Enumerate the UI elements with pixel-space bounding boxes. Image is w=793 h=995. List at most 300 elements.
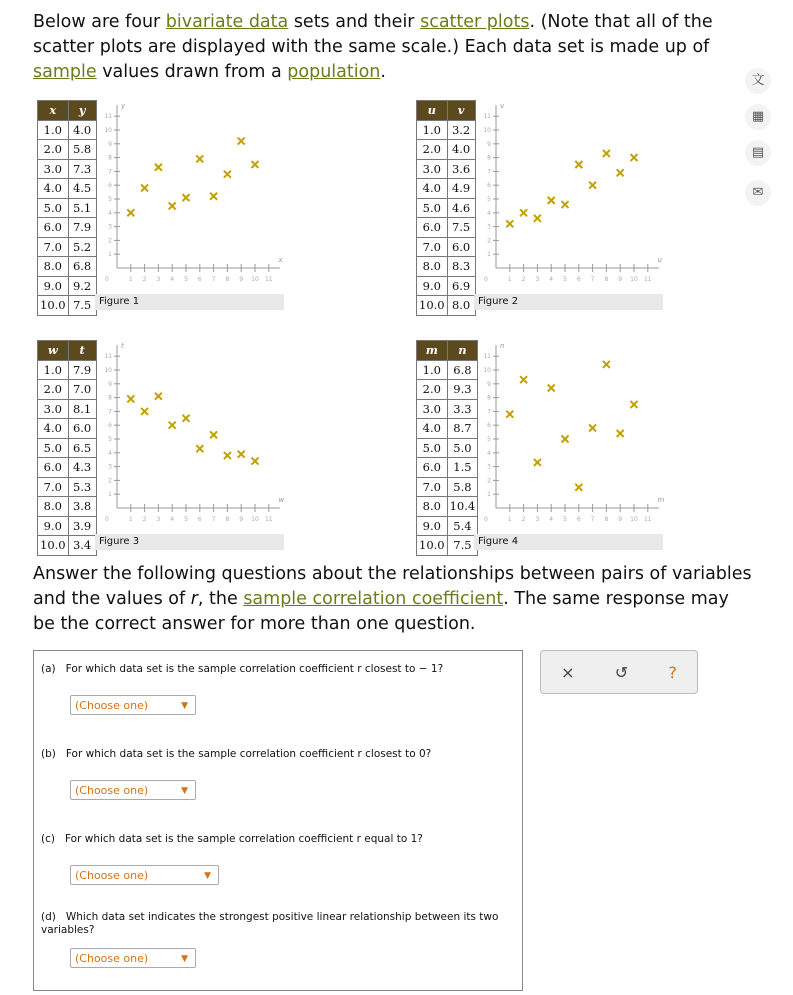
table-row [417,380,478,400]
svg-text:11: 11 [104,353,112,361]
table-row [38,380,97,400]
svg-text:2: 2 [108,477,112,485]
clear-button[interactable]: × [561,662,575,682]
data-point [238,451,245,458]
x-cell: 8.0 [417,497,448,517]
svg-text:9: 9 [487,140,491,148]
y-cell: 3.2 [447,120,475,140]
y-cell: 8.0 [447,296,475,316]
y-cell: 4.3 [68,458,96,478]
svg-text:1: 1 [108,251,112,259]
message-icon[interactable]: ✉ [745,180,771,206]
table-row [38,198,97,218]
table-row [38,276,97,296]
y-cell: 8.3 [447,257,475,277]
figure-2 [416,100,666,313]
y-cell: 10.4 [447,497,478,517]
y-cell: 5.8 [447,477,478,497]
data-table [416,100,476,316]
svg-text:2: 2 [521,516,526,523]
svg-text:6: 6 [487,182,491,190]
data-point [169,422,176,429]
table-row [38,120,97,140]
question-a [41,663,511,676]
x-cell: 10.0 [38,296,69,316]
table-row [38,438,97,458]
dropdown-arrow-icon: ▼ [181,786,188,796]
population-link[interactable]: population [287,62,381,82]
svg-text:10: 10 [483,367,491,374]
dictionary-icon[interactable]: ▤ [745,140,771,166]
table-row [417,120,476,140]
x-cell: 6.0 [38,218,69,238]
svg-text:5: 5 [487,196,491,203]
svg-text:8: 8 [604,516,609,523]
svg-text:2: 2 [487,477,491,485]
svg-text:11: 11 [643,516,652,523]
svg-text:11: 11 [264,516,273,523]
svg-text:7: 7 [108,408,112,416]
svg-text:0: 0 [484,276,488,283]
table-row [417,360,478,380]
svg-text:1: 1 [128,276,133,283]
x-cell: 6.0 [38,458,69,478]
x-cell: 9.0 [417,516,448,536]
data-point [183,194,190,201]
svg-text:7: 7 [590,276,595,283]
svg-text:3: 3 [156,516,161,523]
y-cell: 8.1 [68,399,96,419]
table-row [417,438,478,458]
x-cell: 5.0 [38,198,69,218]
x-cell: 1.0 [38,360,69,380]
data-point [155,393,162,400]
y-cell: 3.4 [68,536,96,556]
x-cell: 6.0 [417,218,448,238]
svg-text:0: 0 [105,276,109,283]
svg-text:10: 10 [630,276,638,283]
svg-text:9: 9 [239,276,244,283]
svg-text:3: 3 [108,463,112,471]
svg-text:8: 8 [487,154,491,162]
data-point [520,376,527,383]
y-cell: 8.7 [447,419,478,439]
svg-text:x: x [278,256,283,264]
svg-text:7: 7 [590,516,595,523]
svg-text:2: 2 [521,276,526,283]
question-text: For which data set is the sample correlation coefficient r closest to − 1? [65,663,444,675]
question-label: (a) [41,663,56,675]
scatter-plot [95,100,290,290]
y-cell: 6.8 [68,257,96,277]
table-row [38,399,97,419]
table-row [417,419,478,439]
svg-text:5: 5 [184,516,188,523]
table-row [417,497,478,517]
svg-text:10: 10 [251,276,259,283]
svg-text:7: 7 [487,168,491,176]
y-cell: 7.5 [447,218,475,238]
data-point [238,138,245,145]
table-row [38,477,97,497]
answer-select-b[interactable]: (Choose one) ▼ [70,780,196,800]
x-cell: 5.0 [417,198,448,218]
figure-caption: Figure 3 [95,534,284,550]
y-cell: 6.0 [68,419,96,439]
table-row [38,360,97,380]
x-cell: 7.0 [38,237,69,257]
figure-caption: Figure 1 [95,294,284,310]
data-point [534,459,541,466]
x-cell: 10.0 [417,536,448,556]
x-cell: 2.0 [417,380,448,400]
data-table [37,340,97,556]
table-row [417,516,478,536]
column-header: w [38,341,69,361]
table-row [38,179,97,199]
svg-text:4: 4 [549,516,554,523]
svg-text:8: 8 [225,276,230,283]
svg-text:1: 1 [487,251,491,259]
x-cell: 2.0 [38,140,69,160]
y-cell: 9.2 [68,276,96,296]
y-cell: 7.5 [68,296,96,316]
data-point [617,430,624,437]
dropdown-arrow-icon: ▼ [181,954,188,964]
x-cell: 4.0 [417,179,448,199]
svg-text:2: 2 [108,237,112,245]
y-cell: 7.3 [68,159,96,179]
sample-correlation-coefficient-link[interactable]: sample correlation coefficient [243,589,504,609]
data-table [416,340,478,556]
y-cell: 4.6 [447,198,475,218]
data-point [534,215,541,222]
table-row [417,257,476,277]
y-cell: 6.8 [447,360,478,380]
y-cell: 4.0 [447,140,475,160]
data-point [127,209,134,216]
y-cell: 5.1 [68,198,96,218]
data-point [210,193,217,200]
x-cell: 2.0 [417,140,448,160]
svg-text:7: 7 [487,408,491,416]
x-cell: 3.0 [38,159,69,179]
y-cell: 3.8 [68,497,96,517]
data-point [603,361,610,368]
x-cell: 9.0 [38,516,69,536]
svg-text:7: 7 [108,168,112,176]
data-point [562,201,569,208]
y-cell: 3.3 [447,399,478,419]
svg-text:10: 10 [251,516,259,523]
y-cell: 4.9 [447,179,475,199]
y-cell: 5.0 [447,438,478,458]
scatter-plot [95,340,290,530]
question-label: (d) [41,911,56,923]
table-row [417,237,476,257]
table-row [417,179,476,199]
column-header: v [447,101,475,121]
question-box [33,650,523,991]
svg-text:6: 6 [197,276,202,283]
table-row [417,536,478,556]
help-button[interactable]: ? [668,662,677,682]
answer-select-c[interactable]: (Choose one) ▼ [70,865,219,885]
svg-text:6: 6 [576,516,581,523]
question-text: For which data set is the sample correlation coefficient r equal to 1? [64,833,423,845]
data-point [520,209,527,216]
svg-text:t: t [121,341,124,350]
x-cell: 1.0 [417,120,448,140]
y-cell: 1.5 [447,458,478,478]
svg-text:4: 4 [487,449,491,457]
svg-text:5: 5 [563,276,567,283]
svg-text:4: 4 [108,449,112,457]
svg-text:9: 9 [618,276,623,283]
data-point [506,411,513,418]
x-cell: 9.0 [417,276,448,296]
svg-text:2: 2 [487,237,491,245]
data-point [589,424,596,431]
data-point [183,415,190,422]
svg-text:u: u [657,256,662,264]
figure-caption: Figure 4 [474,534,663,550]
x-cell: 7.0 [38,477,69,497]
data-point [603,150,610,157]
table-row [38,516,97,536]
svg-text:6: 6 [576,276,581,283]
table-row [38,237,97,257]
question-text: Which data set indicates the strongest positive linear relationship between its two variables? [41,911,499,936]
data-point [617,169,624,176]
instructions: Answer the following questions about the relationships between pairs of variables and the values of r, the sample correlation coefficient. The same response may be the correct answer for more than one question. [33,564,752,634]
question-d [41,911,511,937]
x-cell: 7.0 [417,477,448,497]
svg-text:3: 3 [487,463,491,471]
svg-text:4: 4 [170,516,175,523]
table-row [417,140,476,160]
scatter-plot [474,100,669,290]
y-cell: 5.4 [447,516,478,536]
svg-text:10: 10 [104,367,112,374]
question-b [41,748,511,761]
y-cell: 5.8 [68,140,96,160]
data-point [575,161,582,168]
data-point [575,484,582,491]
svg-text:3: 3 [487,223,491,231]
svg-text:6: 6 [197,516,202,523]
svg-text:4: 4 [108,209,112,217]
x-cell: 10.0 [38,536,69,556]
svg-text:w: w [278,496,285,504]
table-row [38,497,97,517]
translate-icon[interactable]: 文 [745,68,771,94]
x-cell: 5.0 [417,438,448,458]
x-cell: 3.0 [38,399,69,419]
data-point [210,431,217,438]
x-cell: 7.0 [417,237,448,257]
dropdown-arrow-icon: ▼ [181,701,188,711]
data-point [169,202,176,209]
column-header: n [447,341,478,361]
svg-text:6: 6 [108,182,112,190]
table-row [417,296,476,316]
x-cell: 4.0 [38,419,69,439]
x-cell: 10.0 [417,296,448,316]
y-cell: 7.9 [68,218,96,238]
question-label: (b) [41,748,56,760]
data-point [141,408,148,415]
table-row [38,458,97,478]
x-cell: 8.0 [417,257,448,277]
figure-4 [416,340,666,553]
answer-select-d[interactable]: (Choose one) ▼ [70,948,196,968]
data-point [196,445,203,452]
svg-text:9: 9 [618,516,623,523]
column-header: y [68,101,96,121]
y-cell: 3.6 [447,159,475,179]
column-header: u [417,101,448,121]
table-row [38,536,97,556]
x-cell: 1.0 [417,360,448,380]
table-row [38,257,97,277]
svg-text:11: 11 [483,353,491,361]
y-cell: 4.5 [68,179,96,199]
column-header: t [68,341,96,361]
table-row [417,399,478,419]
x-cell: 9.0 [38,276,69,296]
x-cell: 4.0 [38,179,69,199]
data-point [252,161,259,168]
table-row [417,159,476,179]
sample-link[interactable]: sample [33,62,97,82]
question-c [41,833,511,846]
table-row [38,296,97,316]
data-point [631,401,638,408]
svg-text:11: 11 [264,276,273,283]
y-cell: 6.0 [447,237,475,257]
figure-3 [37,340,287,553]
svg-text:5: 5 [184,276,188,283]
svg-text:10: 10 [483,127,491,134]
table-row [417,198,476,218]
svg-text:8: 8 [225,516,230,523]
answer-select-a[interactable]: (Choose one) ▼ [70,695,196,715]
svg-text:1: 1 [507,516,512,523]
undo-button[interactable]: ↺ [614,662,629,682]
svg-text:9: 9 [108,140,112,148]
svg-text:1: 1 [487,491,491,499]
y-cell: 7.9 [68,360,96,380]
svg-text:9: 9 [487,380,491,388]
y-cell: 5.2 [68,237,96,257]
svg-text:v: v [500,101,505,110]
y-cell: 5.3 [68,477,96,497]
svg-text:y: y [121,101,126,110]
calculator-icon[interactable]: ▦ [745,104,771,130]
data-point [224,452,231,459]
svg-text:10: 10 [630,516,638,523]
svg-text:1: 1 [128,516,133,523]
data-point [224,171,231,178]
x-cell: 3.0 [417,159,448,179]
scatter-plots-link[interactable]: scatter plots [420,12,530,32]
svg-text:5: 5 [563,516,567,523]
svg-text:6: 6 [487,422,491,430]
svg-text:7: 7 [211,276,216,283]
scatter-plot [474,340,669,530]
svg-text:4: 4 [170,276,175,283]
svg-text:5: 5 [487,436,491,443]
answer-tools [540,650,698,694]
question-text: For which data set is the sample correlation coefficient r closest to 0? [65,748,432,760]
data-point [127,395,134,402]
column-header: m [417,341,448,361]
table-row [38,419,97,439]
y-cell: 3.9 [68,516,96,536]
table-row [417,477,478,497]
data-point [252,458,259,465]
svg-text:10: 10 [104,127,112,134]
data-point [562,436,569,443]
x-cell: 1.0 [38,120,69,140]
svg-text:n: n [500,341,505,350]
x-cell: 6.0 [417,458,448,478]
x-cell: 3.0 [417,399,448,419]
table-row [38,140,97,160]
svg-text:5: 5 [108,196,112,203]
svg-text:7: 7 [211,516,216,523]
y-cell: 9.3 [447,380,478,400]
x-cell: 4.0 [417,419,448,439]
table-row [417,218,476,238]
svg-text:3: 3 [535,516,540,523]
svg-text:0: 0 [105,516,109,523]
svg-text:3: 3 [535,276,540,283]
bivariate-data-link[interactable]: bivariate data [165,12,289,32]
y-cell: 7.5 [447,536,478,556]
data-point [631,154,638,161]
svg-text:8: 8 [108,394,112,402]
svg-text:11: 11 [483,113,491,121]
svg-text:2: 2 [142,276,147,283]
dropdown-arrow-icon: ▼ [204,871,211,881]
data-point [548,384,555,391]
table-row [417,458,478,478]
svg-text:1: 1 [108,491,112,499]
figure-1 [37,100,287,313]
svg-text:4: 4 [549,276,554,283]
intro-text: Below are four bivariate data sets and their scatter plots. (Note that all of the scatter plots are displayed with the same scale.) Each data set is made up of sample values drawn from a population. [33,12,713,82]
svg-text:9: 9 [239,516,244,523]
data-table [37,100,97,316]
svg-text:0: 0 [484,516,488,523]
x-cell: 5.0 [38,438,69,458]
svg-text:3: 3 [108,223,112,231]
data-point [141,184,148,191]
svg-text:2: 2 [142,516,147,523]
svg-text:1: 1 [507,276,512,283]
table-row [38,159,97,179]
x-cell: 8.0 [38,497,69,517]
svg-text:8: 8 [604,276,609,283]
svg-text:9: 9 [108,380,112,388]
svg-text:4: 4 [487,209,491,217]
column-header: x [38,101,69,121]
svg-text:m: m [657,496,665,504]
data-point [155,164,162,171]
svg-text:5: 5 [108,436,112,443]
